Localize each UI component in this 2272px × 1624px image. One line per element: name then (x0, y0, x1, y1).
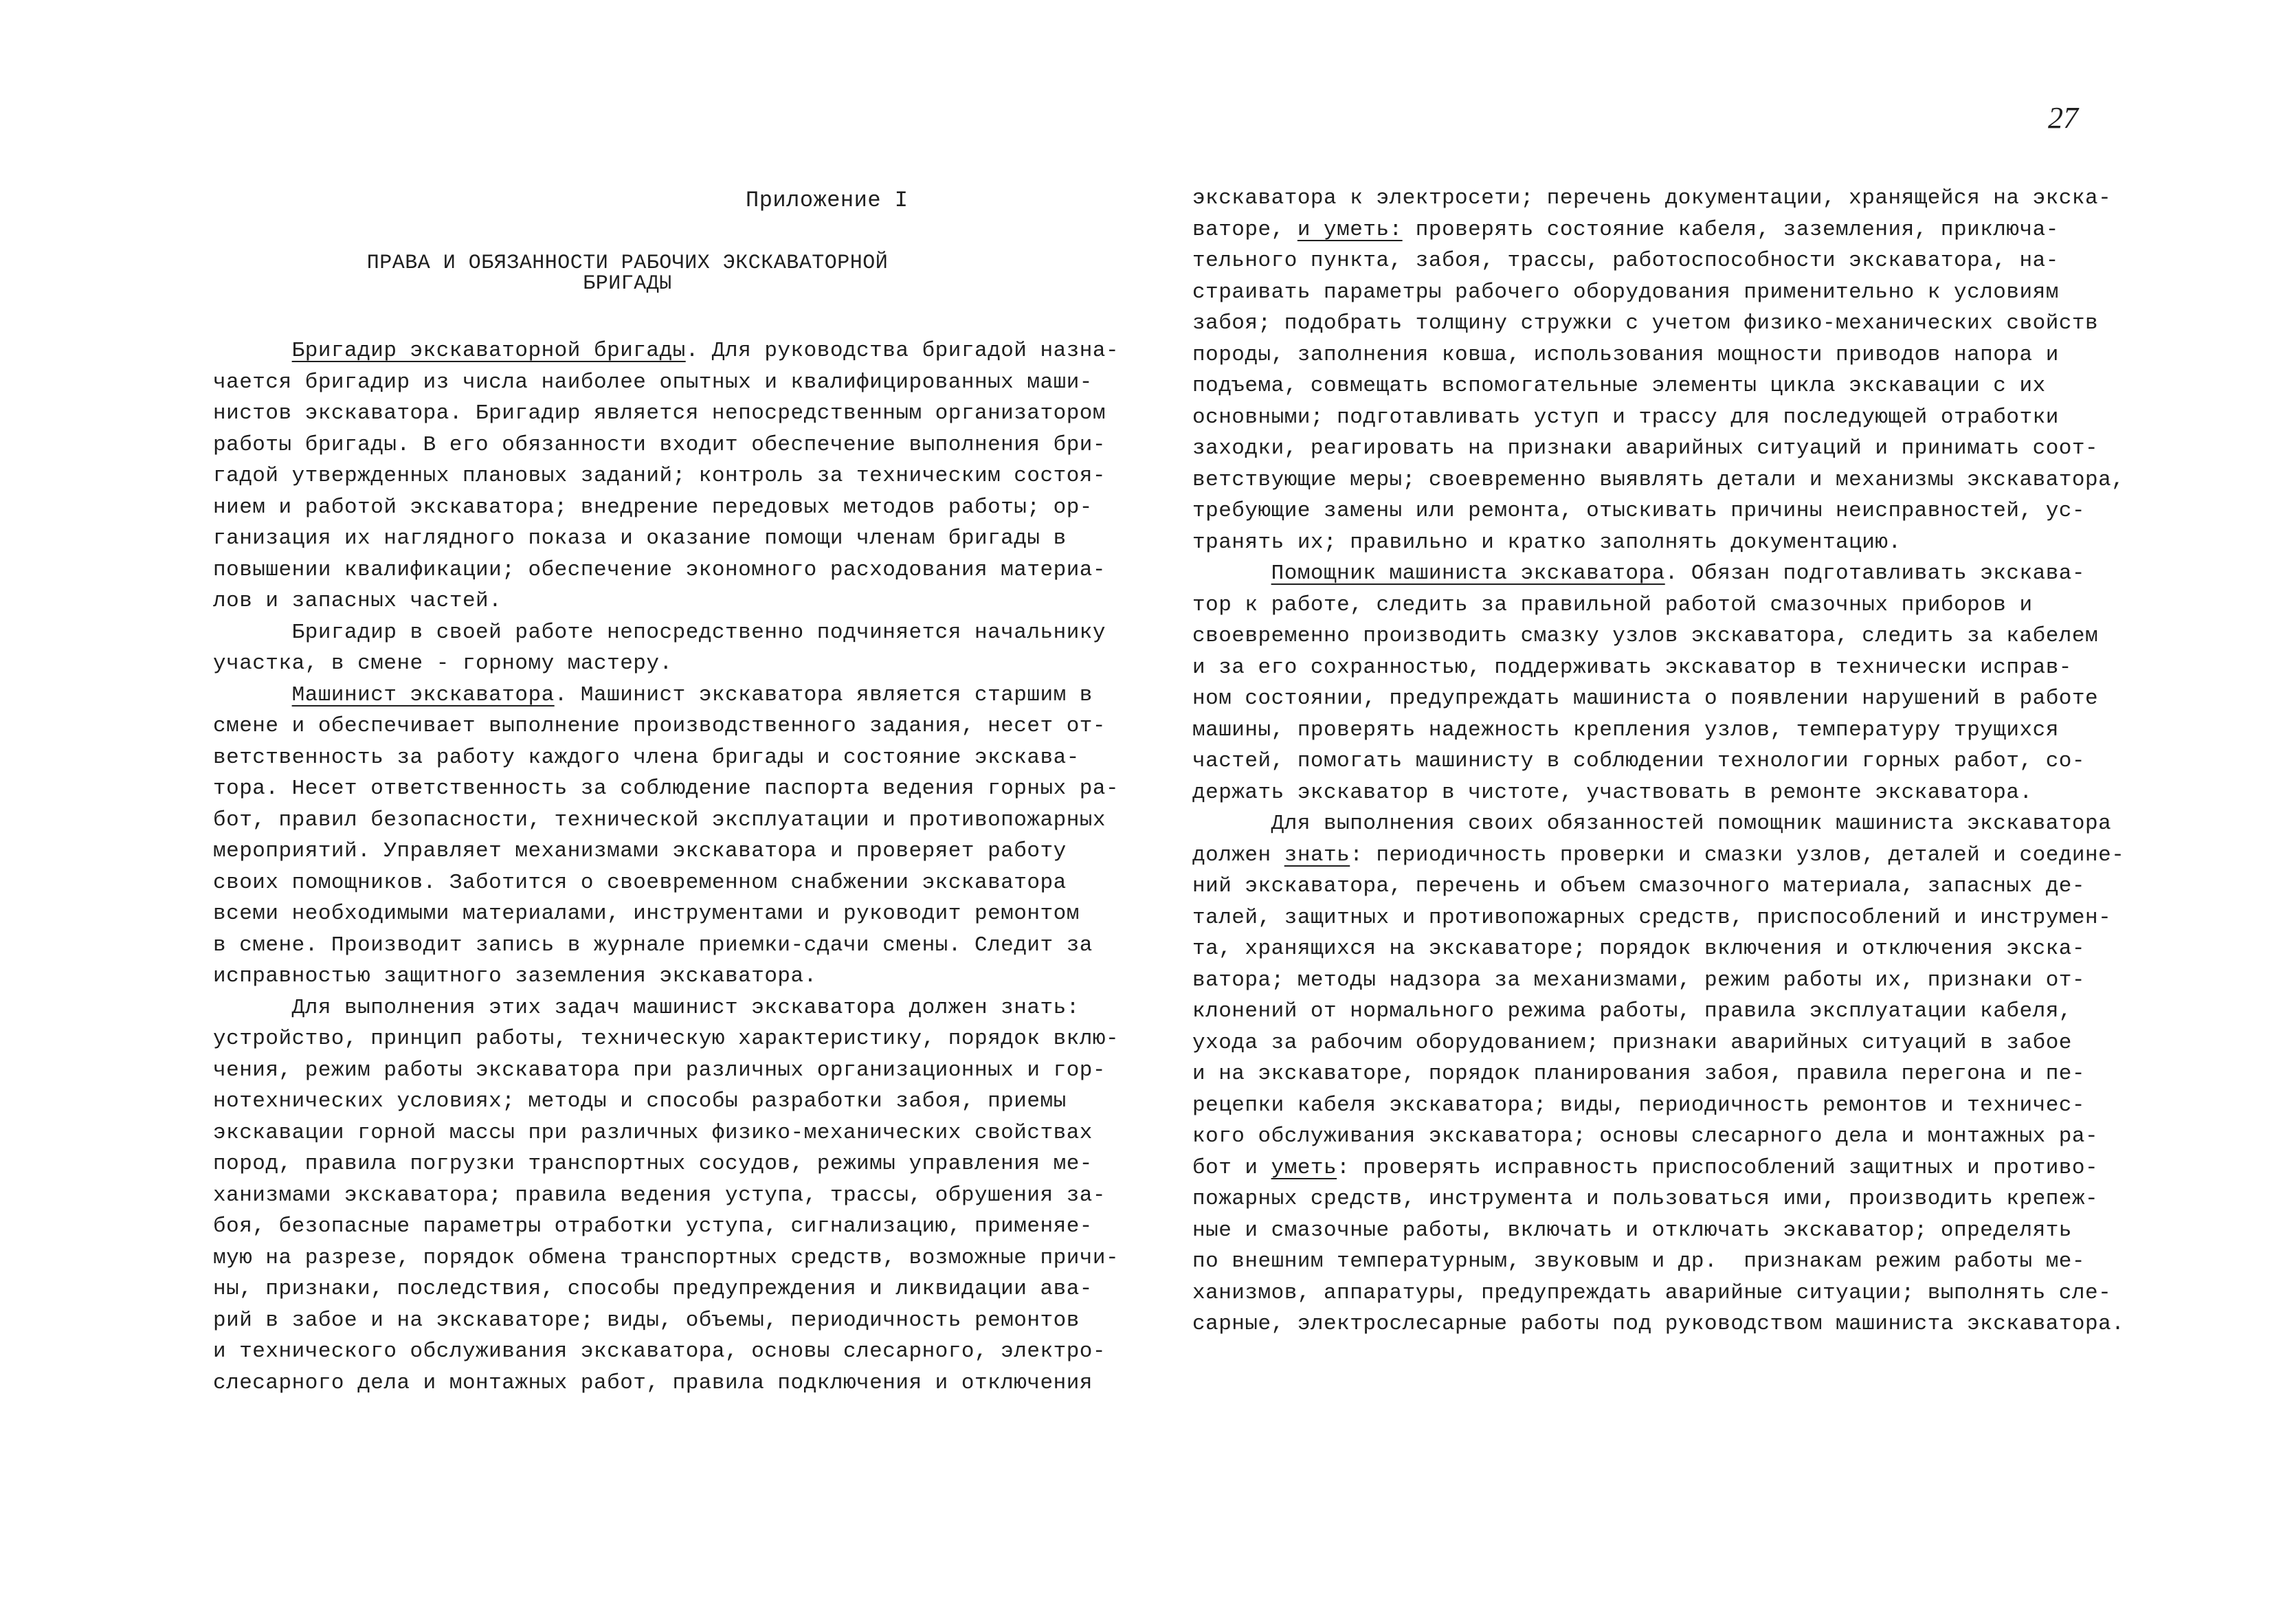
text-segment: боя, безопасные параметры отработки уступа, сигнализацию, применяе- (213, 1214, 1093, 1238)
text-line (1192, 370, 2124, 402)
text-line (213, 898, 1119, 930)
text-segment: рецепки кабеля экскаватора; виды, периодичность ремонтов и техничес- (1192, 1093, 2086, 1117)
text-segment: нотехнических условиях; методы и способы разработки забоя, приемы (213, 1089, 1067, 1113)
text-line (1192, 496, 2124, 527)
text-segment: устройство, принцип работы, техническую характеристику, порядок вклю- (213, 1027, 1120, 1051)
text-segment: ны, признаки, последствия, способы предупреждения и ликвидации ава- (213, 1277, 1093, 1301)
text-line (1192, 277, 2124, 309)
text-segment: и на экскаваторе, порядок планирования забоя, правила перегона и пе- (1192, 1062, 2086, 1086)
text-segment: своевременно производить смазку узлов экскаватора, следить за кабелем (1192, 624, 2099, 648)
text-segment: пород, правила погрузки транспортных сосудов, режимы управления ме- (213, 1152, 1093, 1176)
text-segment: ганизация их наглядного показа и оказание помощи членам бригады в (213, 526, 1067, 550)
text-segment: чается бригадир из числа наиболее опытных и квалифицированных маши- (213, 370, 1093, 394)
text-line (1192, 808, 2124, 840)
text-line (1192, 683, 2124, 715)
text-line (1192, 777, 2124, 809)
text-segment: экскавации горной массы при различных физико-механических свойствах (213, 1120, 1093, 1145)
underlined-heading: и уметь: (1297, 217, 1403, 242)
text-segment: мую на разрезе, порядок обмена транспортных средств, возможные причи- (213, 1245, 1120, 1270)
text-line (1192, 652, 2124, 684)
text-segment: в смене. Производит запись в журнале приемки-сдачи смены. Следит за (213, 933, 1093, 957)
text-line (1192, 902, 2124, 934)
text-segment: смене и обеспечивает выполнение производственного задания, несет от- (213, 714, 1106, 738)
text-line (213, 648, 1119, 680)
text-line (1192, 590, 2124, 621)
text-segment: клонений от нормального режима работы, правила эксплуатации кабеля, (1192, 999, 2072, 1023)
text-line (213, 836, 1119, 867)
text-segment: Для выполнения своих обязанностей помощник машиниста экскаватора (1192, 812, 2112, 836)
underlined-heading: Помощник машиниста экскаватора (1271, 561, 1665, 586)
text-line (213, 1086, 1119, 1117)
text-segment: должен (1192, 843, 1284, 867)
text-line (1192, 308, 2124, 340)
text-segment (1192, 561, 1271, 586)
text-line (213, 430, 1119, 461)
text-line (213, 492, 1119, 524)
text-segment: Для выполнения этих задач машинист экскаватора должен знать: (213, 995, 1080, 1020)
text-line (1192, 183, 2124, 214)
text-segment: забоя; подобрать толщину стружки с учетом физико-механических свойств (1192, 311, 2099, 335)
text-segment: по внешним температурным, звуковым и др. признакам режим работы ме- (1192, 1249, 2086, 1273)
text-segment: подъема, совмещать вспомогательные элементы цикла экскавации с их (1192, 374, 2046, 398)
text-segment: требующие замены или ремонта, отыскивать причины неисправностей, ус- (1192, 499, 2086, 523)
text-line (213, 398, 1119, 430)
text-line (1192, 715, 2124, 746)
text-segment: нистов экскаватора. Бригадир является непосредственным организатором (213, 401, 1106, 425)
section-title-line-1: ПРАВА И ОБЯЗАННОСТИ РАБОЧИХ ЭКСКАВАТОРНОЙ (366, 252, 889, 275)
text-line (213, 555, 1119, 586)
text-segment: рий в забое и на экскаваторе; виды, объемы, периодичность ремонтов (213, 1308, 1080, 1333)
text-line (1192, 1058, 2124, 1090)
text-line (213, 1055, 1119, 1087)
text-line (1192, 965, 2124, 997)
text-segment: слесарного дела и монтажных работ, правила подключения и отключения (213, 1370, 1093, 1395)
text-line (1192, 340, 2124, 371)
appendix-label: Приложение I (746, 188, 909, 213)
text-segment: основными; подготавливать уступ и трассу для последующей отработки (1192, 405, 2059, 430)
text-segment: ном состоянии, предупреждать машиниста о появлении нарушений в работе (1192, 687, 2099, 711)
underlined-heading: Машинист экскаватора (291, 682, 555, 707)
text-segment: . Обязан подготавливать экскава- (1664, 561, 2086, 586)
text-segment: держать экскаватор в чистоте, участвовать в ремонте экскаватора. (1192, 780, 2033, 805)
text-line (1192, 214, 2124, 246)
text-line (213, 773, 1119, 805)
underlined-heading: Бригадир экскаваторной бригады (291, 339, 686, 363)
text-line (1192, 746, 2124, 777)
text-line (213, 523, 1119, 555)
text-segment: . Машинист экскаватора является старшим в (554, 682, 1093, 707)
text-segment: тора. Несет ответственность за соблюдение паспорта ведения горных ра- (213, 777, 1120, 801)
text-segment: проверять состояние кабеля, заземления, приключа- (1402, 217, 2059, 242)
text-line (213, 711, 1119, 742)
text-segment: нием и работой экскаватора; внедрение передовых методов работы; ор- (213, 495, 1093, 520)
text-segment: бот, правил безопасности, технической эксплуатации и противопожарных (213, 808, 1106, 832)
text-line (1192, 840, 2124, 871)
text-line (213, 1243, 1119, 1274)
text-line (1192, 1090, 2124, 1122)
text-line (213, 961, 1119, 992)
text-line (213, 1180, 1119, 1212)
text-segment: и за его сохранностью, поддерживать экскаватор в технически исправ- (1192, 655, 2072, 680)
text-segment: сарные, электрослесарные работы под руководством машиниста экскаватора. (1192, 1312, 2125, 1336)
text-segment: работы бригады. В его обязанности входит обеспечение выполнения бри- (213, 432, 1106, 457)
text-segment: и технического обслуживания экскаватора, основы слесарного, электро- (213, 1339, 1106, 1364)
text-segment: : проверять исправность приспособлений защитных и противо- (1337, 1155, 2099, 1180)
text-segment: гадой утвержденных плановых заданий; контроль за техническим состоя- (213, 464, 1106, 488)
page-number: 27 (2048, 101, 2078, 135)
text-line (1192, 1309, 2124, 1340)
text-line (213, 1368, 1119, 1399)
text-segment: заходки, реагировать на признаки аварийных ситуаций и принимать соот- (1192, 436, 2099, 460)
text-line (1192, 245, 2124, 277)
text-segment: участка, в смене - горному мастеру. (213, 652, 673, 676)
text-segment: мероприятий. Управляет механизмами экскаватора и проверяет работу (213, 839, 1067, 863)
text-line (213, 1211, 1119, 1243)
text-segment: . Для руководства бригадой назна- (685, 339, 1120, 363)
text-line (1192, 1121, 2124, 1153)
left-column-text (213, 335, 1119, 1399)
text-line (1192, 1278, 2124, 1309)
text-line (213, 367, 1119, 399)
text-line (1192, 1183, 2124, 1215)
text-segment (213, 683, 292, 707)
text-segment: ватора; методы надзора за механизмами, режим работы их, признаки от- (1192, 968, 2086, 992)
underlined-heading: уметь (1271, 1155, 1337, 1180)
text-segment: талей, защитных и противопожарных средств, приспособлений и инструмен- (1192, 905, 2112, 930)
text-line (1192, 621, 2124, 652)
text-segment: ханизмов, аппаратуры, предупреждать аварийные ситуации; выполнять сле- (1192, 1280, 2112, 1305)
text-line (213, 1148, 1119, 1180)
text-line (213, 1305, 1119, 1337)
text-segment: ветственность за работу каждого члена бригады и состояние экскава- (213, 745, 1080, 770)
text-line (1192, 871, 2124, 902)
text-line (1192, 1246, 2124, 1278)
text-line (213, 1023, 1119, 1055)
text-line (213, 335, 1119, 367)
text-segment: экскаватора к электросети; перечень документации, хранящейся на экска- (1192, 186, 2112, 210)
text-segment: : периодичность проверки и смазки узлов, деталей и соедине- (1350, 843, 2125, 867)
text-segment: Бригадир в своей работе непосредственно подчиняется начальнику (213, 620, 1106, 645)
text-segment: всеми необходимыми материалами, инструментами и руководит ремонтом (213, 902, 1080, 926)
text-segment: повышении квалификации; обеспечение экономного расходования материа- (213, 557, 1106, 582)
text-segment (213, 339, 292, 363)
text-segment: лов и запасных частей. (213, 589, 502, 613)
text-segment: тор к работе, следить за правильной работой смазочных приборов и (1192, 592, 2033, 617)
text-line (213, 992, 1119, 1024)
text-line (1192, 933, 2124, 965)
text-line (213, 867, 1119, 899)
text-segment: ваторе, (1192, 217, 1298, 242)
text-line (213, 617, 1119, 649)
text-line (213, 1336, 1119, 1368)
text-segment: транять их; правильно и кратко заполнять документацию. (1192, 530, 1902, 555)
text-line (1192, 402, 2124, 434)
text-line (1192, 558, 2124, 590)
text-segment: ний экскаватора, перечень и объем смазочного материала, запасных де- (1192, 874, 2086, 898)
text-line (213, 805, 1119, 836)
text-segment: пожарных средств, инструмента и пользоваться ими, производить крепеж- (1192, 1187, 2099, 1211)
text-segment: бот и (1192, 1155, 1271, 1180)
text-segment: своих помощников. Заботится о своевременном снабжении экскаватора (213, 870, 1067, 895)
text-line (213, 1273, 1119, 1305)
right-column-text (1192, 183, 2124, 1340)
text-line (1192, 433, 2124, 465)
text-line (1192, 465, 2124, 496)
text-segment: страивать параметры рабочего оборудования применительно к условиям (1192, 280, 2059, 304)
underlined-heading: знать (1284, 843, 1350, 867)
text-line (1192, 527, 2124, 559)
text-segment: кого обслуживания экскаватора; основы слесарного дела и монтажных ра- (1192, 1124, 2099, 1148)
text-segment: ухода за рабочим оборудованием; признаки аварийных ситуаций в забое (1192, 1030, 2072, 1055)
section-title-line-2: БРИГАДЫ (583, 272, 672, 296)
text-segment: та, хранящихся на экскаваторе; порядок включения и отключения экска- (1192, 937, 2086, 961)
text-segment: тельного пункта, забоя, трассы, работоспособности экскаватора, на- (1192, 249, 2059, 273)
text-segment: породы, заполнения ковша, использования мощности приводов напора и (1192, 342, 2059, 367)
text-line (1192, 1153, 2124, 1184)
text-line (1192, 1215, 2124, 1247)
section-title (359, 253, 895, 294)
text-segment: чения, режим работы экскаватора при различных организационных и гор- (213, 1058, 1106, 1082)
text-line (213, 680, 1119, 711)
text-line (213, 460, 1119, 492)
text-line (1192, 1027, 2124, 1059)
text-segment: ные и смазочные работы, включать и отключать экскаватор; определять (1192, 1218, 2072, 1243)
text-segment: ветствующие меры; своевременно выявлять детали и механизмы экскаватора, (1192, 467, 2125, 492)
text-line (213, 1117, 1119, 1149)
text-segment: машины, проверять надежность крепления узлов, температуру трущихся (1192, 718, 2059, 742)
text-segment: частей, помогать машинисту в соблюдении технологии горных работ, со- (1192, 749, 2086, 773)
text-line (213, 586, 1119, 617)
text-segment: исправностью защитного заземления экскаватора. (213, 964, 817, 988)
text-segment: ханизмами экскаватора; правила ведения уступа, трассы, обрушения за- (213, 1183, 1106, 1208)
text-line (213, 742, 1119, 774)
text-line (213, 930, 1119, 961)
text-line (1192, 996, 2124, 1027)
